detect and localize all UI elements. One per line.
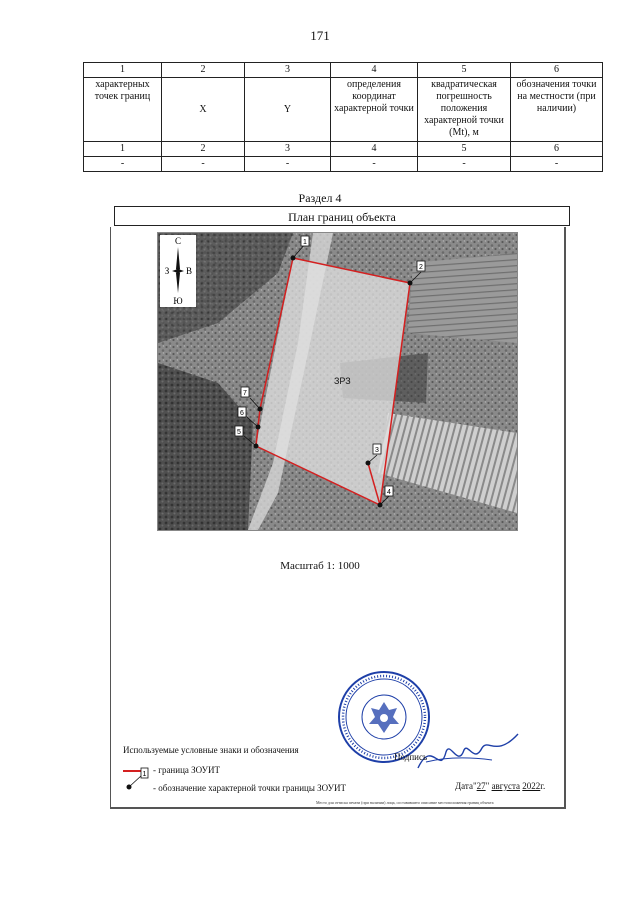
table-cell: 5 xyxy=(418,63,511,78)
table-cell: 3 xyxy=(245,142,331,157)
zone-label: ЗРЗ xyxy=(334,376,351,386)
table-cell: 2 xyxy=(162,63,245,78)
table-number-row xyxy=(84,142,603,157)
table-cell: 2 xyxy=(162,142,245,157)
date-line: Дата"27" августа 2022г. xyxy=(455,781,546,791)
legend-point-text: - обозначение характерной точки границы ЗОУИТ xyxy=(153,783,347,793)
table-cell: 4 xyxy=(331,63,418,78)
table-cell: - xyxy=(162,157,245,172)
table-cell: 1 xyxy=(84,142,162,157)
table-header-row xyxy=(84,78,603,142)
coordinates-table xyxy=(83,62,603,172)
svg-text:1: 1 xyxy=(142,771,147,778)
table-cell: - xyxy=(418,157,511,172)
svg-text:1: 1 xyxy=(303,239,307,246)
date-month: августа xyxy=(491,781,521,791)
compass-north: С xyxy=(174,236,182,246)
table-header: обозначения точки на местности (при наличии) xyxy=(511,78,603,142)
table-cell: 6 xyxy=(511,63,603,78)
svg-text:5: 5 xyxy=(237,429,241,436)
table-cell: 3 xyxy=(245,63,331,78)
table-header: определения координат характерной точки xyxy=(331,78,418,142)
table-header: квадратическая погрешность положения характерной точки (Mt), м xyxy=(418,78,511,142)
table-header: X xyxy=(162,78,245,142)
table-number-row xyxy=(84,63,603,78)
section-title: Раздел 4 xyxy=(298,191,342,205)
table-row xyxy=(84,157,603,172)
compass-west: З xyxy=(164,266,170,276)
signature-label: Подпись xyxy=(394,752,428,762)
table-cell: - xyxy=(84,157,162,172)
table-cell: - xyxy=(245,157,331,172)
svg-text:7: 7 xyxy=(243,390,247,397)
svg-text:4: 4 xyxy=(387,489,391,496)
signature xyxy=(412,728,522,778)
table-header: Y xyxy=(245,78,331,142)
svg-text:3: 3 xyxy=(375,447,379,454)
table-cell: 5 xyxy=(418,142,511,157)
table-header: характерных точек границ xyxy=(84,78,162,142)
plan-title: План границ объекта xyxy=(114,206,570,226)
compass-south: Ю xyxy=(173,296,183,306)
legend-title: Используемые условные знаки и обозначения xyxy=(123,745,299,755)
boundary-map xyxy=(157,232,518,531)
svg-text:2: 2 xyxy=(419,264,423,271)
table-cell: 1 xyxy=(84,63,162,78)
table-cell: - xyxy=(511,157,603,172)
legend-boundary-text: - граница ЗОУИТ xyxy=(153,765,220,775)
stamp-note: Место для оттиска печати (при наличии) лица, составившего описание местоположения границ объекта xyxy=(316,800,494,805)
compass-east: В xyxy=(185,266,193,276)
date-year: 2022 xyxy=(522,781,541,791)
table-cell: 4 xyxy=(331,142,418,157)
scale-text: Масштаб 1: 1000 xyxy=(280,560,360,572)
table-cell: - xyxy=(331,157,418,172)
date-day: 27 xyxy=(476,781,486,791)
page-number: 171 xyxy=(310,28,330,43)
svg-text:6: 6 xyxy=(240,410,244,417)
table-cell: 6 xyxy=(511,142,603,157)
compass-rose xyxy=(160,235,196,307)
point-marker-icon xyxy=(123,767,151,791)
